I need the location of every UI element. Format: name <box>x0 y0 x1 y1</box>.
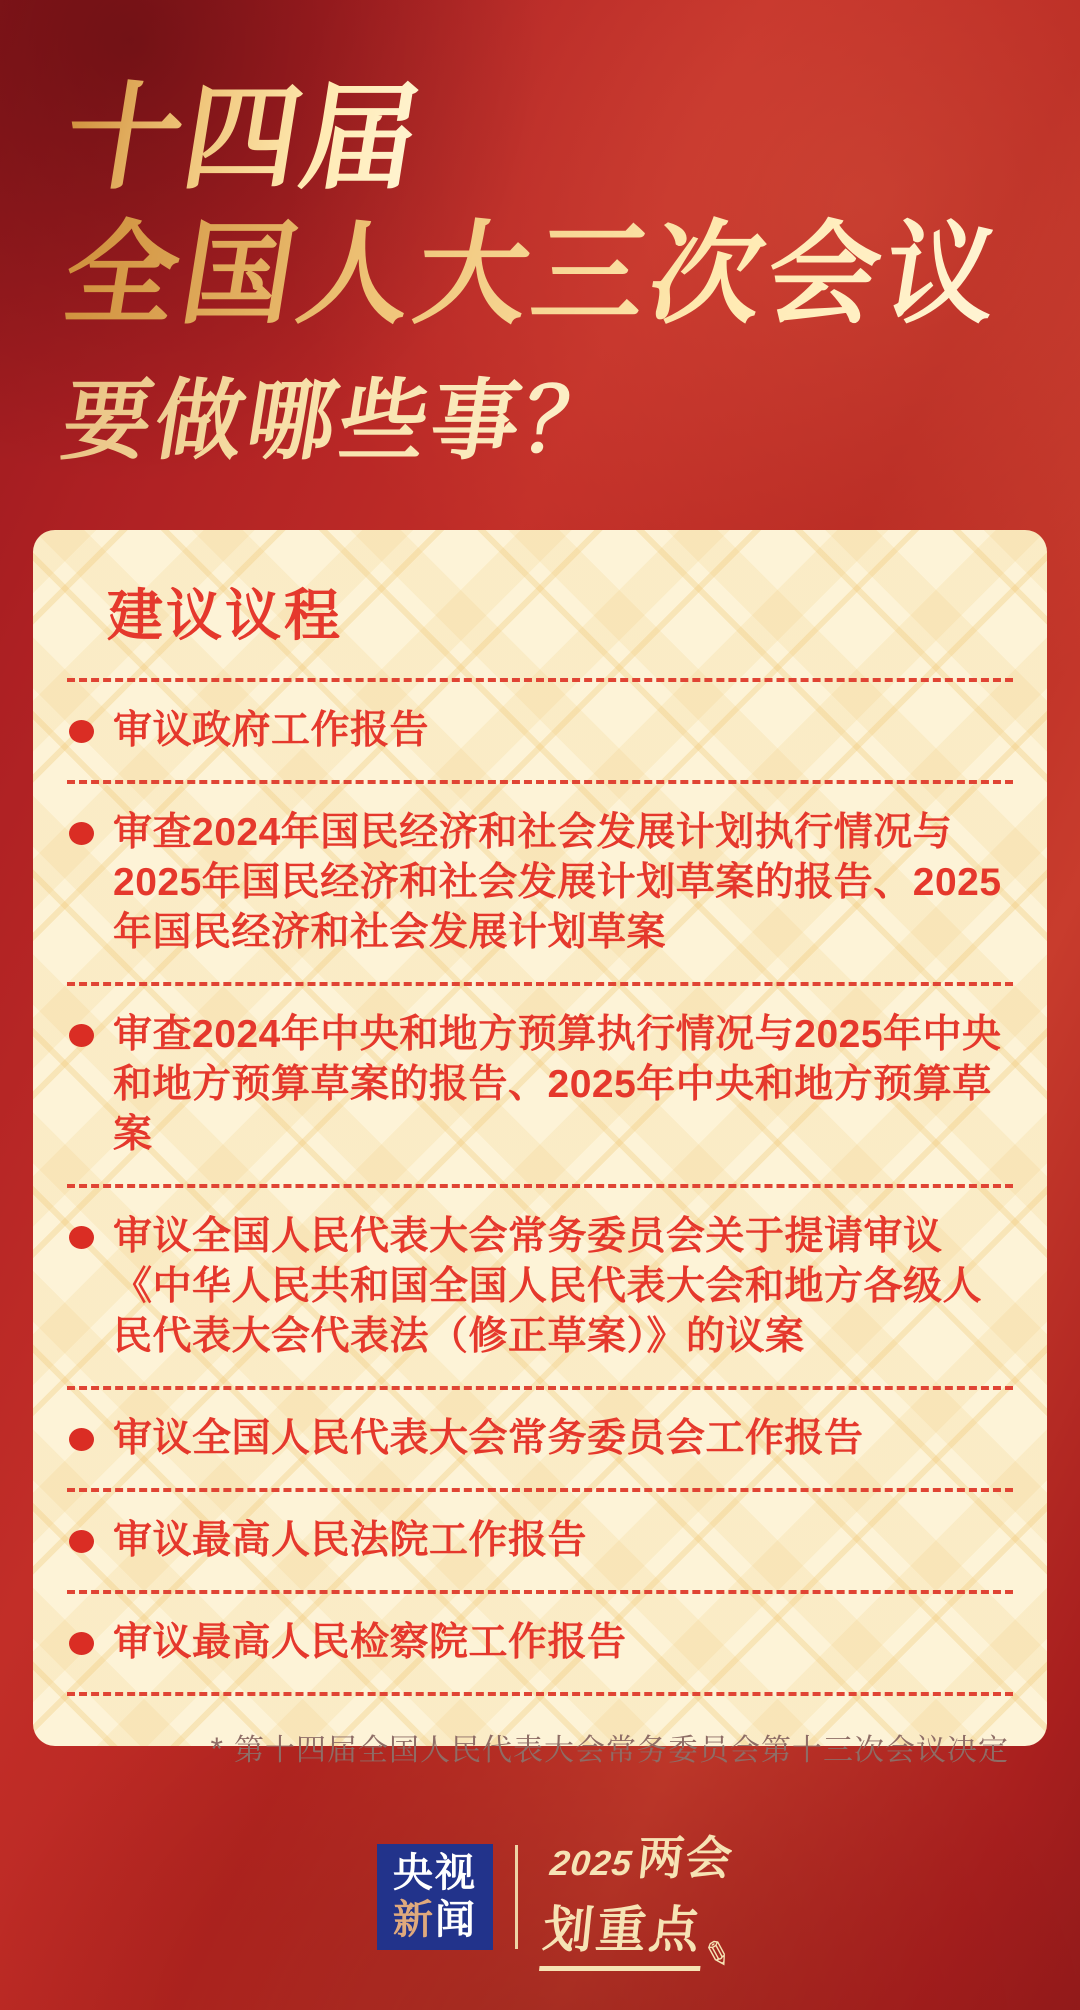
bullet-icon <box>69 1024 94 1047</box>
asterisk-mark: * <box>210 1731 224 1767</box>
cctv-logo-line1: 央视 <box>393 1850 477 1895</box>
agenda-item-text: 审议最高人民检察院工作报告 <box>113 1621 627 1664</box>
agenda-item <box>67 784 1013 986</box>
agenda-item-text: 审议政府工作报告 <box>113 709 430 752</box>
agenda-item <box>67 682 1013 784</box>
agenda-item-text: 审议全国人民代表大会常务委员会关于提请审议《中华人民共和国全国人民代表大会和地方各级人民代表大会代表法（修正草案）》的议案 <box>113 1215 983 1358</box>
agenda-item-text: 审查2024年国民经济和社会发展计划执行情况与2025年国民经济和社会发展计划草案的报告、2025年国民经济和社会发展计划草案 <box>113 811 1002 954</box>
cctv-logo-rest-char: 闻 <box>435 1897 477 1942</box>
event-year: 2025 <box>548 1844 635 1883</box>
agenda-item-text: 审议全国人民代表大会常务委员会工作报告 <box>113 1417 864 1460</box>
title-line-2: 全国人大三次会议 <box>56 212 1012 337</box>
footer-divider <box>515 1845 518 1949</box>
bullet-icon <box>69 822 94 845</box>
pencil-icon: ✎ <box>697 1933 737 1977</box>
event-logo <box>539 1822 746 1977</box>
cctv-news-logo <box>377 1844 493 1950</box>
agenda-item <box>67 1492 1013 1594</box>
bullet-icon <box>69 1632 94 1655</box>
agenda-item <box>67 1188 1013 1390</box>
bullet-icon <box>69 1428 94 1451</box>
agenda-item <box>67 986 1013 1188</box>
footer <box>377 1822 737 1977</box>
bullet-icon <box>69 1530 94 1553</box>
bullet-icon <box>69 720 94 743</box>
cctv-logo-accent-char: 新 <box>393 1897 435 1942</box>
agenda-item-text: 审查2024年中央和地方预算执行情况与2025年中央和地方预算草案的报告、2025年中央和地方预算草案 <box>113 1013 1002 1156</box>
agenda-item <box>67 1594 1013 1696</box>
event-logo-row1 <box>548 1822 746 1888</box>
title-line-1: 十四届 <box>56 73 431 203</box>
bullet-icon <box>69 1226 94 1249</box>
agenda-note <box>67 1696 1013 1770</box>
event-logo-row2 <box>539 1890 739 1977</box>
agenda-item-text: 审议最高人民法院工作报告 <box>113 1519 588 1562</box>
title-line-3: 要做哪些事？ <box>56 371 624 470</box>
agenda-heading: 建议议程 <box>67 530 1013 682</box>
cctv-logo-line2 <box>377 1897 493 1944</box>
agenda-card <box>33 530 1047 1767</box>
agenda-note-text: 第十四届全国人民代表大会常务委员会第十三次会议决定 <box>234 1734 1009 1767</box>
event-slogan: 划重点 <box>539 1890 709 1971</box>
event-name: 两会 <box>635 1832 737 1884</box>
agenda-list <box>67 682 1013 1696</box>
agenda-item <box>67 1390 1013 1492</box>
